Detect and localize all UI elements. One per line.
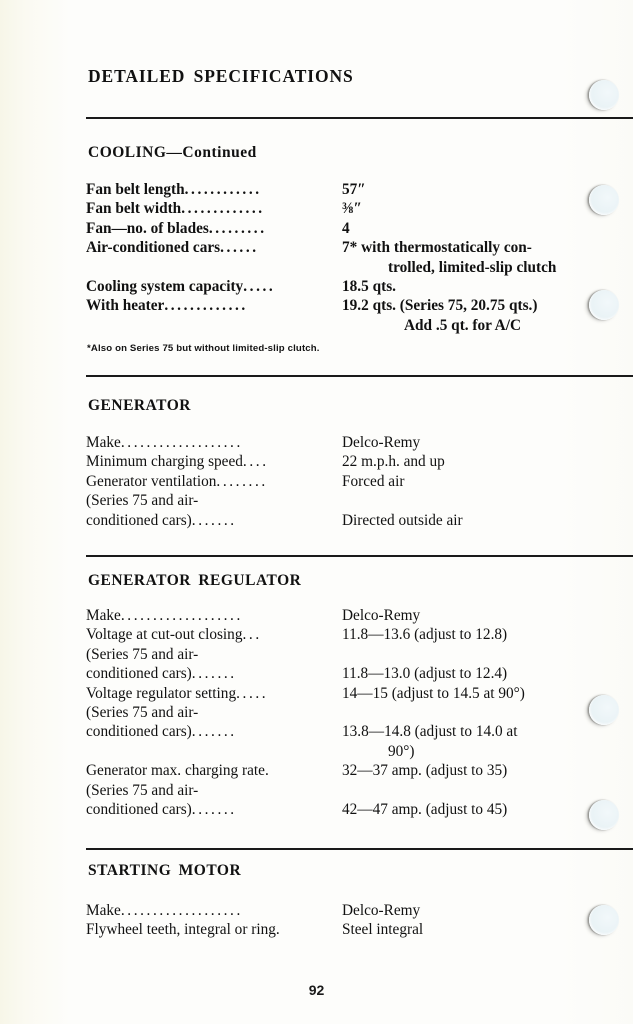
spec-value-continuation: Add .5 qt. for A/C	[404, 316, 522, 334]
leader-dots: .......	[191, 801, 237, 819]
spec-value-cell	[342, 511, 626, 530]
spec-label-cell	[86, 219, 342, 238]
spec-label-cell	[86, 625, 342, 644]
spec-value-cell	[342, 180, 626, 199]
spec-label: (Series 75 and air-	[86, 645, 199, 663]
spec-value: 32—37 amp. (adjust to 35)	[342, 762, 508, 780]
spec-label: Make	[86, 902, 121, 919]
spec-value-cell	[342, 433, 626, 452]
leader-dots: .............	[164, 297, 248, 315]
spec-label-cell	[86, 703, 342, 722]
spec-label: Fan belt width	[86, 200, 182, 218]
spec-value-continuation: 90°)	[388, 742, 415, 760]
spec-label: Fan—no. of blades	[86, 219, 209, 237]
spec-label-cell	[86, 491, 342, 510]
section-heading-cooling: COOLING—Continued	[88, 144, 257, 161]
spec-label-cell	[86, 472, 342, 491]
spec-row	[86, 901, 626, 920]
spec-value: Delco-Remy	[342, 902, 421, 919]
spec-value-cell	[342, 684, 626, 703]
spec-row	[86, 645, 626, 664]
binding-hole-1	[589, 80, 619, 110]
section-heading-generator: GENERATOR	[88, 397, 191, 414]
leader-dots: .............	[181, 200, 265, 218]
spec-label-cell	[86, 722, 342, 761]
spec-value-cell	[342, 625, 626, 644]
page-title: DETAILED SPECIFICATIONS	[88, 66, 354, 86]
spec-value: 11.8—13.0 (adjust to 12.4)	[342, 665, 508, 683]
leader-dots: ......	[220, 239, 259, 257]
spec-table-cooling	[86, 180, 626, 335]
divider-starting-motor	[86, 848, 633, 850]
spec-value-cell	[342, 199, 626, 218]
page-number: 92	[308, 982, 325, 998]
binding-hole-3	[589, 290, 619, 320]
spec-label: Generator max. charging rate	[86, 762, 265, 780]
spec-label: Make	[86, 434, 121, 451]
spec-value-cell	[342, 491, 626, 510]
spec-value-continuation: trolled, limited-slip clutch	[388, 258, 557, 276]
spec-row	[86, 296, 626, 335]
leader-dots: .......	[191, 511, 237, 529]
spec-label-cell	[86, 645, 342, 664]
footnote-cooling: *Also on Series 75 but without limited-slip clutch.	[87, 343, 320, 354]
spec-value-cell	[342, 722, 626, 761]
spec-value: 42—47 amp. (adjust to 45)	[342, 801, 508, 819]
spec-label: Air-conditioned cars	[86, 239, 221, 257]
spec-value: 18.5 qts.	[342, 278, 396, 296]
spec-label-cell	[86, 800, 342, 819]
leader-dots: .........	[208, 219, 267, 237]
spec-value-cell	[342, 219, 626, 238]
spec-value: 7* with thermostatically con-	[342, 239, 532, 257]
binding-hole-5	[589, 800, 619, 830]
spec-row	[86, 722, 626, 761]
leader-dots: ............	[184, 181, 262, 198]
binding-hole-6	[589, 905, 619, 935]
spec-label-cell	[86, 901, 342, 920]
spec-label: (Series 75 and air-	[86, 492, 199, 510]
spec-label: Generator ventilation	[86, 472, 217, 490]
spec-label: conditioned cars)	[86, 511, 192, 529]
spec-value: 11.8—13.6 (adjust to 12.8)	[342, 626, 508, 644]
spec-label-cell	[86, 452, 342, 471]
leader-dots: .	[264, 762, 272, 780]
spec-label: (Series 75 and air-	[86, 704, 199, 722]
spec-value-cell	[342, 277, 626, 296]
spec-row	[86, 199, 626, 218]
leader-dots: .......	[191, 665, 237, 683]
spec-row	[86, 703, 626, 722]
spec-row	[86, 472, 626, 491]
leader-dots: .....	[243, 278, 276, 296]
binding-hole-2	[589, 185, 619, 215]
spec-label-cell	[86, 606, 342, 625]
divider-generator-regulator	[86, 555, 633, 557]
spec-row	[86, 606, 626, 625]
leader-dots: .......	[191, 723, 237, 741]
spec-label: conditioned cars)	[86, 801, 192, 819]
spec-row	[86, 761, 626, 780]
spec-value-cell	[342, 901, 626, 920]
spec-value: Delco-Remy	[342, 434, 421, 451]
spec-label-cell	[86, 664, 342, 683]
leader-dots: ...................	[120, 902, 243, 919]
spec-label-cell	[86, 433, 342, 452]
spec-value: 19.2 qts. (Series 75, 20.75 qts.)	[342, 297, 538, 315]
spec-value: 13.8—14.8 (adjust to 14.0 at	[342, 723, 518, 741]
spec-value-cell	[342, 800, 626, 819]
spec-label: Voltage regulator setting	[86, 684, 237, 702]
spec-value-cell	[342, 296, 626, 335]
leader-dots: ....	[242, 453, 269, 471]
spec-label: conditioned cars)	[86, 665, 192, 683]
spec-label-cell	[86, 180, 342, 199]
spec-value-cell	[342, 606, 626, 625]
spec-row	[86, 920, 626, 939]
spec-table-generator-regulator	[86, 606, 626, 819]
spec-label-cell	[86, 296, 342, 335]
spec-value: 14—15 (adjust to 14.5 at 90°)	[342, 684, 525, 702]
spec-row	[86, 277, 626, 296]
spec-row	[86, 684, 626, 703]
spec-value-cell	[342, 472, 626, 491]
spec-value-cell	[342, 920, 626, 939]
spec-value: Directed outside air	[342, 511, 463, 529]
spec-row	[86, 238, 626, 277]
spec-value: Delco-Remy	[342, 607, 421, 624]
spec-label: Cooling system capacity	[86, 278, 244, 296]
spec-row	[86, 800, 626, 819]
spec-label-cell	[86, 920, 342, 939]
spec-row	[86, 219, 626, 238]
spec-row	[86, 781, 626, 800]
spec-value: 57″	[342, 181, 366, 198]
spec-label-cell	[86, 277, 342, 296]
spec-label: Minimum charging speed	[86, 453, 243, 471]
leader-dots: ...	[242, 626, 262, 644]
spec-label: Voltage at cut-out closing	[86, 626, 243, 644]
spec-value-cell	[342, 452, 626, 471]
spec-value-cell	[342, 781, 626, 800]
spec-value-cell	[342, 664, 626, 683]
spec-label-cell	[86, 684, 342, 703]
divider-top	[86, 117, 633, 119]
spec-row	[86, 452, 626, 471]
spec-label-cell	[86, 511, 342, 530]
spec-label: (Series 75 and air-	[86, 781, 199, 799]
spec-value: 4	[342, 219, 350, 237]
section-heading-starting-motor: STARTING MOTOR	[88, 862, 242, 879]
spec-value: ⅜″	[342, 200, 362, 218]
spec-table-generator	[86, 433, 626, 530]
spec-label-cell	[86, 199, 342, 218]
spec-row	[86, 664, 626, 683]
spec-value-cell	[342, 238, 626, 277]
spec-label: Make	[86, 607, 121, 624]
spec-label: Fan belt length	[86, 181, 185, 198]
spec-value-cell	[342, 761, 626, 780]
spec-value: 22 m.p.h. and up	[342, 453, 445, 471]
leader-dots: ...................	[120, 434, 243, 451]
spec-row	[86, 625, 626, 644]
binding-hole-4	[589, 695, 619, 725]
spec-value-cell	[342, 703, 626, 722]
section-heading-generator-regulator: GENERATOR REGULATOR	[88, 572, 302, 589]
spec-label: conditioned cars)	[86, 723, 192, 741]
spec-label: With heater	[86, 297, 165, 315]
spec-value: Forced air	[342, 472, 405, 490]
spec-row	[86, 433, 626, 452]
leader-dots: .....	[236, 684, 269, 702]
spec-row	[86, 491, 626, 510]
spec-row	[86, 511, 626, 530]
spec-label: Flywheel teeth, integral or ring.	[86, 921, 280, 939]
divider-generator	[86, 375, 633, 377]
spec-value-cell	[342, 645, 626, 664]
spec-label-cell	[86, 781, 342, 800]
leader-dots: ...................	[120, 607, 243, 624]
spec-row	[86, 180, 626, 199]
spec-label-cell	[86, 761, 342, 780]
spec-label-cell	[86, 238, 342, 277]
leader-dots: ........	[216, 472, 268, 490]
spec-value: Steel integral	[342, 921, 424, 939]
spec-table-starting-motor	[86, 901, 626, 940]
